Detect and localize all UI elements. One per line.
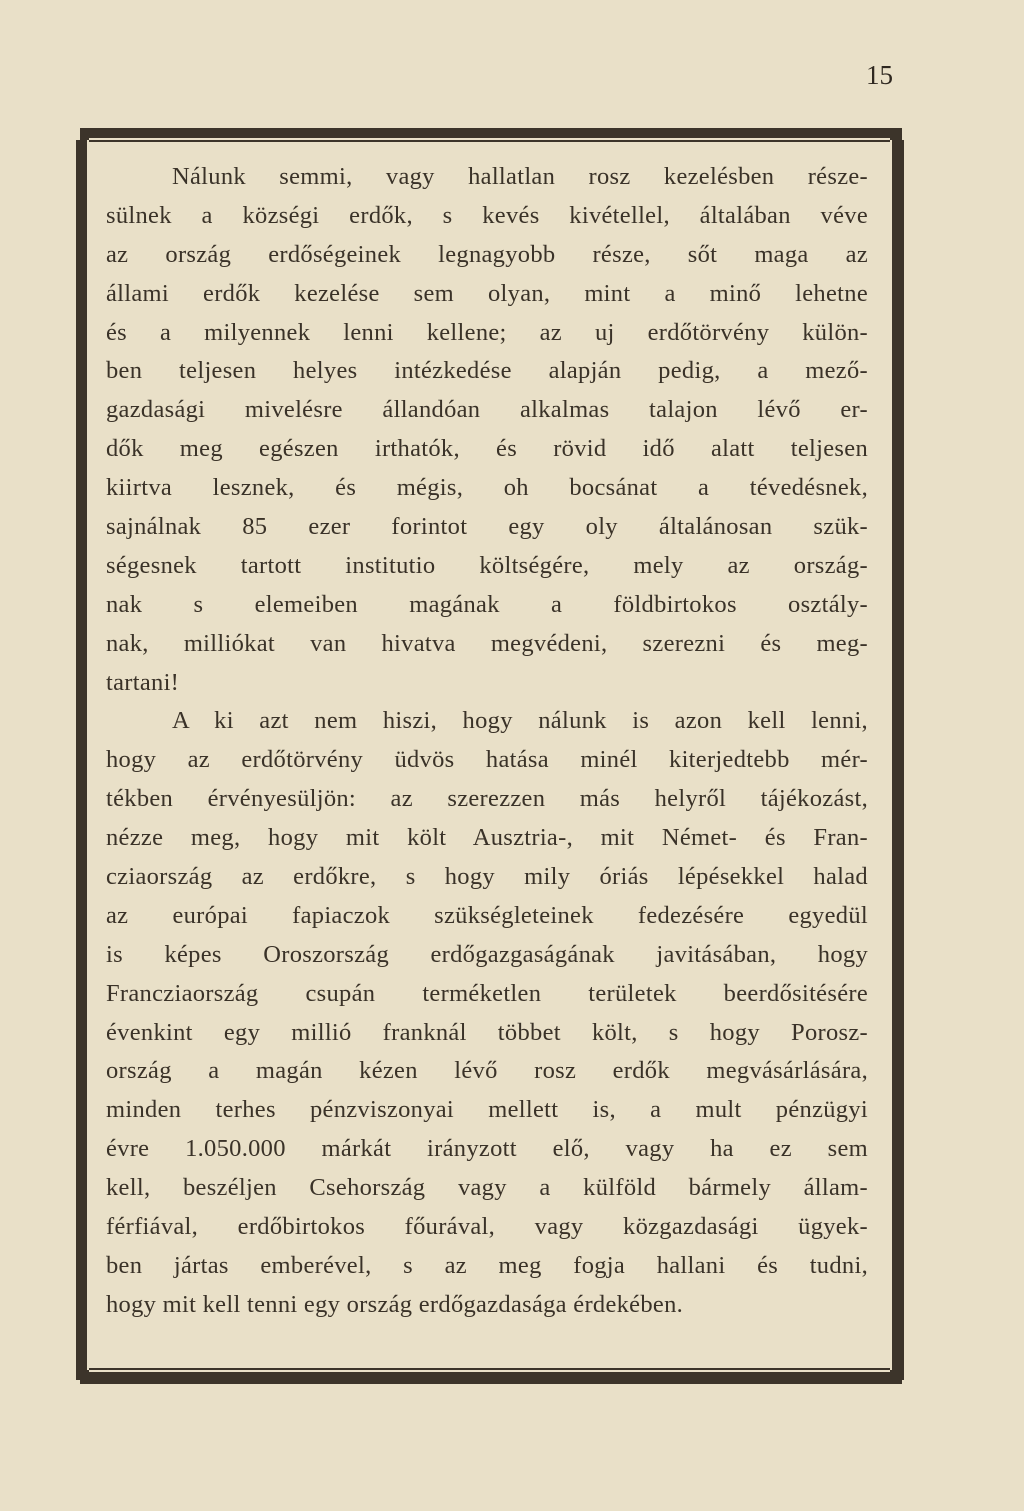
text-line: ország a magán kézen lévő rosz erdők megvásárlására,: [106, 1057, 868, 1085]
frame-border-right-lower: [890, 680, 904, 1380]
text-line: ben teljesen helyes intézkedése alapján pedig, a mező-: [106, 357, 868, 385]
inner-line-right: [890, 140, 892, 1370]
text-line: kiirtva lesznek, és mégis, oh bocsánat a tévedésnek,: [106, 474, 868, 502]
page-number: 15: [866, 60, 893, 90]
text-line: és a milyennek lenni kellene; az uj erdőtörvény külön-: [106, 318, 868, 346]
text-line: nézze meg, hogy mit költ Ausztria-, mit Német- és Fran-: [106, 824, 868, 852]
text-line: az európai fapiaczok szükségleteinek fedezésére egyedül: [106, 901, 868, 929]
text-line: nak, milliókat van hivatva megvédeni, szerezni és meg-: [106, 629, 868, 657]
text-line: tékben érvényesüljön: az szerezzen más helyről tájékozást,: [106, 785, 868, 813]
text-line: állami erdők kezelése sem olyan, mint a minő lehetne: [106, 279, 868, 307]
text-line: tartani!: [106, 668, 180, 696]
text-line: is képes Oroszország erdőgazgaságának javitásában, hogy: [106, 940, 868, 968]
text-line: hogy az erdőtörvény üdvös hatása minél kiterjedtebb mér-: [106, 746, 868, 774]
text-line: kell, beszéljen Csehország vagy a külföld bármely állam-: [106, 1174, 868, 1202]
inner-line-top: [89, 138, 890, 140]
text-line: gazdasági mivelésre állandóan alkalmas talajon lévő er-: [106, 396, 868, 424]
text-line: ben jártas emberével, s az meg fogja hallani és tudni,: [106, 1251, 868, 1279]
inner-line-bottom: [89, 1370, 890, 1372]
text-line: az ország erdőségeinek legnagyobb része, sőt maga az: [106, 240, 868, 268]
text-line: férfiával, erdőbirtokos főurával, vagy közgazdasági ügyek-: [106, 1213, 868, 1241]
text-line: ségesnek tartott institutio költségére, mely az ország-: [106, 551, 868, 579]
text-line: nak s elemeiben magának a földbirtokos osztály-: [106, 590, 868, 618]
text-line: évenkint egy millió franknál többet költ, s hogy Porosz-: [106, 1018, 868, 1046]
text-line: minden terhes pénzviszonyai mellett is, a mult pénzügyi: [106, 1096, 868, 1124]
text-line: sajnálnak 85 ezer forintot egy oly általánosan szük-: [106, 513, 868, 541]
text-line: A ki azt nem hiszi, hogy nálunk is azon kell lenni,: [172, 707, 868, 735]
text-line: dők meg egészen irthatók, és rövid idő alatt teljesen: [106, 435, 868, 463]
text-line: cziaország az erdőkre, s hogy mily óriás lépésekkel halad: [106, 863, 868, 891]
text-line: hogy mit kell tenni egy ország erdőgazdasága érdekében.: [106, 1290, 684, 1318]
frame-border-right: [890, 140, 904, 684]
text-line: Francziaország csupán terméketlen területek beerdősitésére: [106, 979, 868, 1007]
text-line: évre 1.050.000 márkát irányzott elő, vagy ha ez sem: [106, 1135, 868, 1163]
body-text: [106, 158, 868, 1325]
inner-line-left: [87, 140, 89, 1370]
text-line: sülnek a községi erdők, s kevés kivétellel, általában véve: [106, 201, 868, 229]
text-line: Nálunk semmi, vagy hallatlan rosz kezelésben része-: [172, 163, 868, 190]
